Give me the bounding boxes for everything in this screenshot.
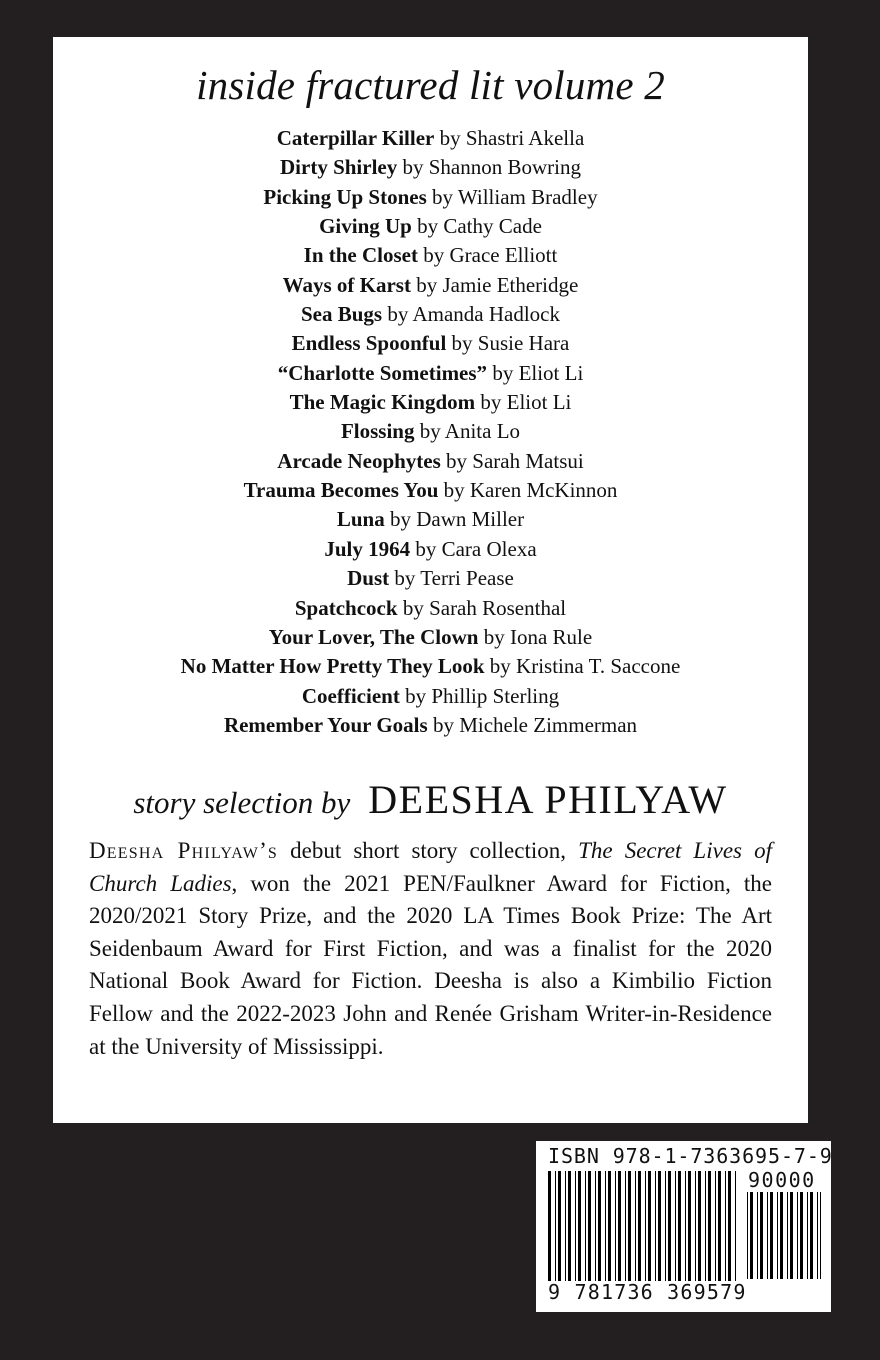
story-title: Picking Up Stones: [263, 184, 427, 209]
barcode-bar: [558, 1171, 561, 1281]
back-cover-panel: [53, 37, 808, 1123]
contents-item: [53, 417, 808, 446]
barcode-bar: [588, 1171, 591, 1281]
story-author: by Grace Elliott: [423, 243, 558, 268]
contents-item: [53, 359, 808, 388]
story-title: Dust: [347, 566, 390, 591]
barcode-bar: [635, 1171, 636, 1281]
barcode-bar: [658, 1171, 661, 1281]
story-title: Arcade Neophytes: [277, 448, 441, 473]
story-title: Endless Spoonful: [291, 331, 447, 356]
barcode-bar: [708, 1171, 711, 1281]
story-author: by Anita Lo: [419, 419, 521, 444]
barcode-bar: [578, 1171, 581, 1281]
contents-item: [53, 623, 808, 652]
bio-name: Deesha Philyaw’s: [89, 838, 279, 863]
barcode-bar: [810, 1192, 813, 1279]
story-author: by Sarah Matsui: [446, 448, 584, 473]
barcode-bar: [548, 1171, 551, 1281]
barcode-bar: [628, 1171, 631, 1281]
barcode-bar: [665, 1171, 666, 1281]
barcode-bar: [605, 1171, 606, 1281]
barcode-bar: [757, 1192, 758, 1279]
barcode-bar: [747, 1192, 748, 1279]
barcode-bar: [780, 1192, 783, 1279]
contents-item: [53, 682, 808, 711]
story-author: by Eliot Li: [480, 390, 572, 415]
barcode-bar: [705, 1171, 706, 1281]
story-title: Caterpillar Killer: [276, 126, 435, 150]
story-title: No Matter How Pretty They Look: [180, 654, 485, 679]
barcode-bar: [568, 1171, 571, 1281]
story-author: by Cara Olexa: [415, 536, 537, 561]
story-author: by Karen McKinnon: [443, 478, 618, 503]
barcode-bar: [678, 1171, 681, 1281]
barcode-bar: [565, 1171, 566, 1281]
contents-item: [53, 594, 808, 623]
story-title: The Magic Kingdom: [289, 390, 476, 415]
editor-name: DEESHA PHILYAW: [368, 777, 728, 822]
story-title: July 1964: [324, 536, 411, 561]
story-title: Ways of Karst: [282, 272, 411, 297]
contents-item: [53, 212, 808, 241]
contents-item: [53, 241, 808, 270]
story-title: Giving Up: [319, 214, 412, 239]
story-author: by Kristina T. Saccone: [489, 654, 681, 679]
story-title: Flossing: [340, 419, 415, 444]
contents-item: [53, 183, 808, 212]
contents-item: [53, 388, 808, 417]
contents-item: [53, 153, 808, 182]
story-author: by Jamie Etheridge: [416, 272, 579, 297]
barcode-bar: [698, 1171, 701, 1281]
barcode-bar: [575, 1171, 576, 1281]
barcode-bar: [688, 1171, 691, 1281]
contents-list: [53, 124, 808, 740]
contents-item: [53, 652, 808, 681]
ean-digits: 9 781736 369579: [548, 1280, 747, 1304]
contents-item: [53, 271, 808, 300]
barcode-bar: [695, 1171, 696, 1281]
barcode-bar: [770, 1192, 773, 1279]
barcode-bar: [735, 1171, 736, 1281]
contents-item: [53, 505, 808, 534]
bio-text-1: debut short story collection,: [278, 838, 579, 863]
story-author: by Shannon Bowring: [402, 155, 581, 180]
story-title: Coefficient: [301, 683, 400, 708]
story-author: by Michele Zimmerman: [432, 712, 638, 737]
story-author: by Shastri Akella: [439, 126, 585, 150]
barcode-bar: [618, 1171, 621, 1281]
barcode-bar: [675, 1171, 676, 1281]
story-title: Spatchcock: [294, 595, 398, 620]
cover-title: inside fractured lit volume 2: [196, 62, 665, 108]
barcode-bar: [715, 1171, 716, 1281]
barcode-bar: [645, 1171, 646, 1281]
barcode-bar: [790, 1192, 793, 1279]
story-title: Sea Bugs: [301, 302, 383, 327]
contents-item: [53, 300, 808, 329]
contents-item: [53, 564, 808, 593]
barcode-bar: [655, 1171, 656, 1281]
story-author: by Terri Pease: [394, 566, 514, 591]
story-author: by Iona Rule: [483, 624, 593, 649]
contents-item: [53, 329, 808, 358]
story-title: Dirty Shirley: [280, 155, 398, 180]
story-author: by William Bradley: [432, 184, 598, 209]
story-author: by Sarah Rosenthal: [402, 595, 567, 620]
story-title: Trauma Becomes You: [243, 478, 439, 503]
selection-label: story selection by: [133, 785, 351, 820]
isbn-text: ISBN 978-1-7363695-7-9: [548, 1144, 833, 1168]
price-code: 90000: [748, 1168, 816, 1192]
barcode-bar: [767, 1192, 768, 1279]
barcode-bar: [595, 1171, 596, 1281]
barcode-bar: [797, 1192, 798, 1279]
bio-text-2: , won the 2021 PEN/Faulkner Award for Fiction, the 2020/2021 Story Prize, and the 2020 LA Times Book Prize: The Art Seidenbaum Award for First Fiction, and was a finalist for the 2020 National Book Award for Fiction. Deesha is also a Kimbilio Fiction Fellow and the 2022-2023 John and Renée Grisham Writer-in-Residence at the University of Mississippi.: [89, 870, 772, 1059]
isbn-barcode-box: [536, 1141, 831, 1312]
barcode-bar: [820, 1192, 821, 1279]
story-author: by Susie Hara: [451, 331, 570, 356]
story-author: by Eliot Li: [492, 360, 584, 385]
story-selection-line: [53, 775, 808, 825]
story-author: by Amanda Hadlock: [387, 302, 560, 327]
barcode-bar: [807, 1192, 808, 1279]
barcode-bar: [648, 1171, 651, 1281]
contents-item: [53, 711, 808, 740]
barcode-bar: [725, 1171, 726, 1281]
barcode-bar: [800, 1192, 803, 1279]
editor-bio: [89, 835, 772, 1063]
barcode-bar: [598, 1171, 601, 1281]
story-author: by Phillip Sterling: [405, 683, 560, 708]
contents-item: [53, 476, 808, 505]
story-author: by Dawn Miller: [389, 507, 525, 532]
barcode-bar: [555, 1171, 556, 1281]
barcode-bar: [615, 1171, 616, 1281]
barcode-bar: [750, 1192, 753, 1279]
contents-item: [53, 124, 808, 153]
barcode-bar: [718, 1171, 721, 1281]
barcode-bar: [625, 1171, 626, 1281]
contents-item: [53, 535, 808, 564]
barcode-bar: [638, 1171, 641, 1281]
story-title: “Charlotte Sometimes”: [277, 360, 488, 385]
story-author: by Cathy Cade: [417, 214, 542, 239]
barcode-bar: [608, 1171, 611, 1281]
barcode-bar: [685, 1171, 686, 1281]
barcode-bar: [728, 1171, 731, 1281]
barcode-bar: [668, 1171, 671, 1281]
story-title: Remember Your Goals: [223, 712, 428, 737]
contents-item: [53, 447, 808, 476]
barcode-bar: [787, 1192, 788, 1279]
story-title: In the Closet: [303, 243, 418, 268]
story-title: Your Lover, The Clown: [268, 624, 479, 649]
barcode-bar: [585, 1171, 586, 1281]
barcode-bar: [777, 1192, 778, 1279]
story-title: Luna: [336, 507, 385, 532]
bio-book-title: The Secret Lives of Church Ladies: [89, 838, 772, 896]
price-barcode-bars: [747, 1192, 821, 1279]
barcode-bar: [817, 1192, 818, 1279]
ean-barcode-bars: [548, 1171, 738, 1281]
barcode-bar: [760, 1192, 763, 1279]
